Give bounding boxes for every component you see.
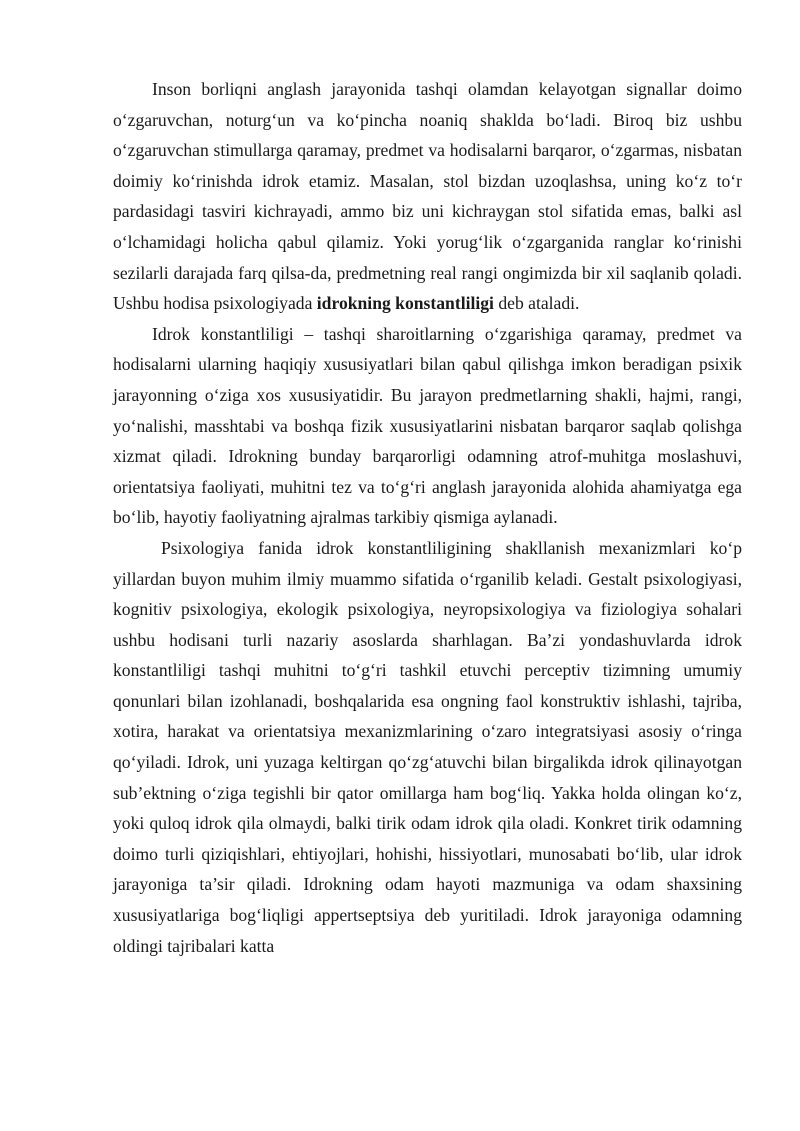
paragraph-1-text-start: Inson borliqni anglash jarayonida tashqi olamdan kelayotgan signallar doimo o‘zgaruvchan, noturg‘un va ko‘pincha noaniq shaklda bo‘ladi. Biroq biz ushbu o‘zgaruvchan stimullarga qaramay, predmet va hodisalarni barqaror, o‘zgarmas, nisbatan doimiy ko‘rinishda idrok etamiz. Masalan, stol bizdan uzoqlashsa, uning ko‘z to‘r pardasidagi tasviri kichrayadi, ammo biz uni kichraygan stol sifatida emas, balki asl o‘lchamidagi holicha qabul qilamiz. Yoki yorug‘lik o‘zgarganida ranglar ko‘rinishi sezilarli darajada farq qilsa-da, predmetning real rangi ongimizda bir xil saqlanib qoladi. Ushbu hodisa psixologiyada: [113, 79, 742, 314]
paragraph-3: Psixologiya fanida idrok konstantliligining shakllanish mexanizmlari ko‘p yillardan buyon muhim ilmiy muammo sifatida o‘rganilib keladi. Gestalt psixologiyasi, kognitiv psixologiya, ekologik psixologiya, neyropsixologiya va fiziologiya sohalari ushbu hodisani turli nazariy asoslarda sharhlagan. Ba’zi yondashuvlarda idrok konstantliligi tashqi muhitni to‘g‘ri tashkil etuvchi perceptiv tizimning umumiy qonunlari bilan izohlanadi, boshqalarida esa ongning faol konstruktiv ishlashi, tajriba, xotira, harakat va orientatsiya mexanizmlarining o‘zaro integratsiyasi asosiy o‘ringa qo‘yiladi. Idrok, uni yuzaga keltirgan qo‘zg‘atuvchi bilan birgalikda idrok qilinayotgan sub’ektning o‘ziga tegishli bir qator omillarga ham bog‘liq. Yakka holda olingan ko‘z, yoki quloq idrok qila olmaydi, balki tirik odam idrok qila oladi. Konkret tirik odamning doimo turli qiziqishlari, ehtiyojlari, hohishi, hissiyotlari, munosabati bo‘lib, ular idrok jarayoniga ta’sir qiladi. Idrokning odam hayoti mazmuniga va odam shaxsining xususiyatlariga bog‘liqligi appertseptsiya deb yuritiladi. Idrok jarayoniga odamning oldingi tajribalari katta: [113, 537, 742, 956]
paragraph-1-text-end: deb ataladi.: [493, 293, 580, 314]
paragraph-1: [113, 74, 742, 319]
bold-term: idrokning konstantliligi: [316, 293, 494, 314]
paragraph-2: Idrok konstantliligi – tashqi sharoitlarning o‘zgarishiga qaramay, predmet va hodisalarni ularning haqiqiy xususiyatlari bilan qabul qilishga imkon beradigan psixik jarayonning o‘ziga xos xususiyatidir. Bu jarayon predmetlarning shakli, hajmi, rangi, yo‘nalishi, masshtabi va boshqa fizik xususiyatlarini nisbatan barqaror saqlab qolishga xizmat qiladi. Idrokning bunday barqarorligi odamning atrof-muhitga moslashuvi, orientatsiya faoliyati, muhitni tez va to‘g‘ri anglash jarayonida alohida ahamiyatga ega bo‘lib, hayotiy faoliyatning ajralmas tarkibiy qismiga aylanadi.: [113, 323, 742, 528]
document-page: [113, 74, 742, 961]
